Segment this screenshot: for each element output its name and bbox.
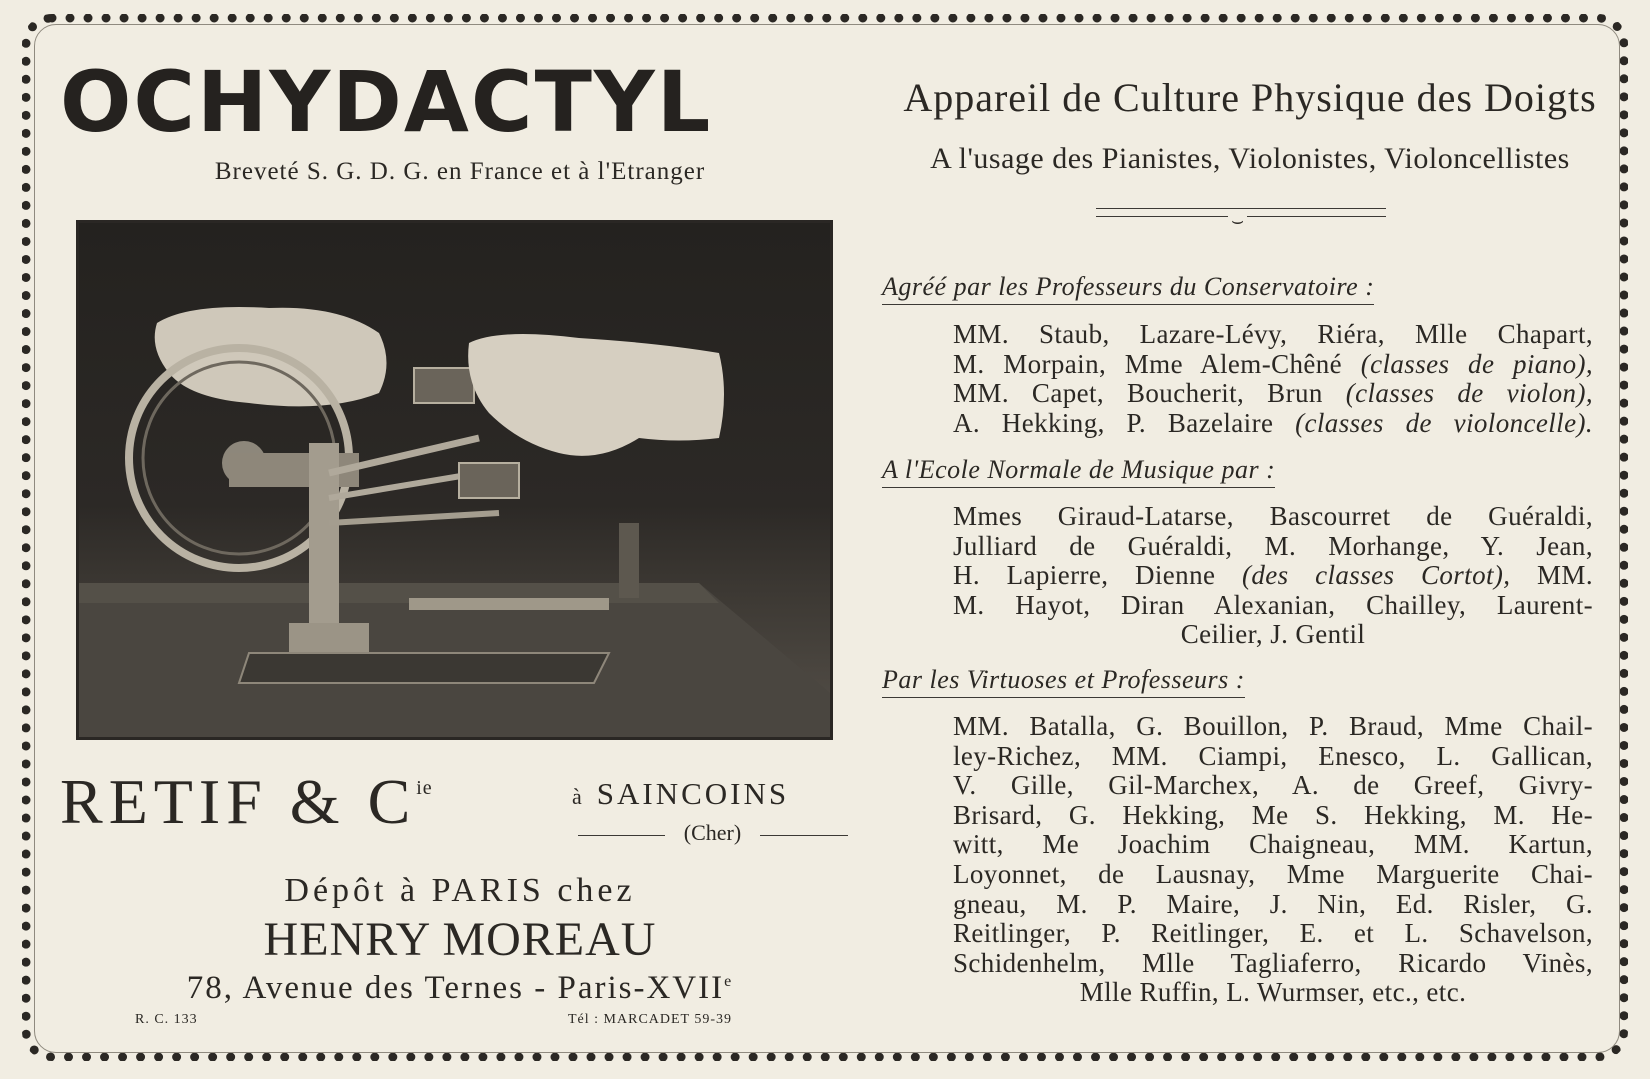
- section-line: ley-Richez, MM. Ciampi, Enesco, L. Gallican,: [953, 740, 1593, 771]
- section-line: MM. Capet, Boucherit, Brun (classes de violon),: [953, 378, 1593, 409]
- product-name: OCHYDACTYL: [60, 53, 713, 151]
- patent-line: Breveté S. G. D. G. en France et à l'Etranger: [214, 158, 706, 185]
- section-line: V. Gille, Gil-Marchex, A. de Greef, Givry-: [953, 770, 1593, 801]
- section-line: witt, Me Joachim Chaigneau, MM. Kartun,: [953, 829, 1593, 860]
- section-line: Mmes Giraud-Latarse, Bascourret de Guéraldi,: [953, 501, 1593, 531]
- address-superscript: e: [724, 973, 734, 990]
- company-suffix: ie: [416, 777, 433, 799]
- depot-line: Dépôt à PARIS chez: [284, 872, 636, 909]
- section-line: M. Morpain, Mme Alem-Chêné (classes de piano),: [953, 348, 1594, 379]
- location-town: SAINCOINS: [596, 776, 790, 811]
- device-illustration: [79, 223, 830, 737]
- section-line: M. Hayot, Diran Alexanian, Chailley, Laurent-: [953, 589, 1593, 620]
- depot-agent: HENRY MOREAU: [263, 913, 657, 966]
- ornament-divider: [1096, 205, 1386, 233]
- section-line: A. Hekking, P. Bazelaire (classes de violoncelle).: [953, 407, 1593, 438]
- section-line: Julliard de Guéraldi, M. Morhange, Y. Jean,: [953, 530, 1593, 561]
- section-line: MM. Staub, Lazare-Lévy, Riéra, Mlle Chapart,: [953, 319, 1593, 349]
- usage-line: A l'usage des Pianistes, Violonistes, Violoncellistes: [930, 142, 1570, 175]
- section-line: Reitlinger, P. Reitlinger, E. et L. Schavelson,: [953, 918, 1593, 949]
- company-name: [60, 766, 433, 837]
- section-ecole-title: A l'Ecole Normale de Musique par :: [882, 455, 1275, 488]
- section-ecole-body: [953, 502, 1593, 650]
- location-region: (Cher): [665, 820, 760, 846]
- section-line: Brisard, G. Hekking, Me S. Hekking, M. He-: [953, 799, 1593, 830]
- section-conservatoire-title: Agréé par les Professeurs du Conservatoire :: [882, 272, 1374, 305]
- device-photo: [76, 220, 833, 740]
- section-line: gneau, M. P. Maire, J. Nin, Ed. Risler, G.: [953, 888, 1593, 919]
- section-line: H. Lapierre, Dienne (des classes Cortot), MM.: [953, 560, 1593, 591]
- description-heading: Appareil de Culture Physique des Doigts: [903, 75, 1597, 120]
- section-virtuoses-body: [953, 712, 1593, 1008]
- ornament-icon: ⌣: [1228, 211, 1247, 231]
- rc-number: R. C. 133: [135, 1012, 198, 1027]
- section-line: MM. Batalla, G. Bouillon, P. Braud, Mme Chail-: [953, 711, 1593, 741]
- section-line: Mlle Ruffin, L. Wurmser, etc., etc.: [1079, 977, 1467, 1008]
- section-line: Ceilier, J. Gentil: [1180, 619, 1366, 650]
- depot-address: [60, 970, 860, 1007]
- telephone: Tél : MARCADET 59-39: [568, 1012, 733, 1027]
- section-line: Loyonnet, de Lausnay, Mme Marguerite Chai-: [953, 858, 1593, 889]
- address-text: 78, Avenue des Ternes - Paris-XVII: [186, 970, 725, 1006]
- section-line: Schidenhelm, Mlle Tagliaferro, Ricardo Vinès,: [953, 947, 1593, 978]
- company-name-text: RETIF & C: [60, 766, 417, 837]
- section-virtuoses-title: Par les Virtuoses et Professeurs :: [882, 665, 1245, 698]
- section-conservatoire-body: [953, 320, 1593, 438]
- location-prefix: à: [572, 784, 583, 809]
- company-location: [572, 776, 789, 812]
